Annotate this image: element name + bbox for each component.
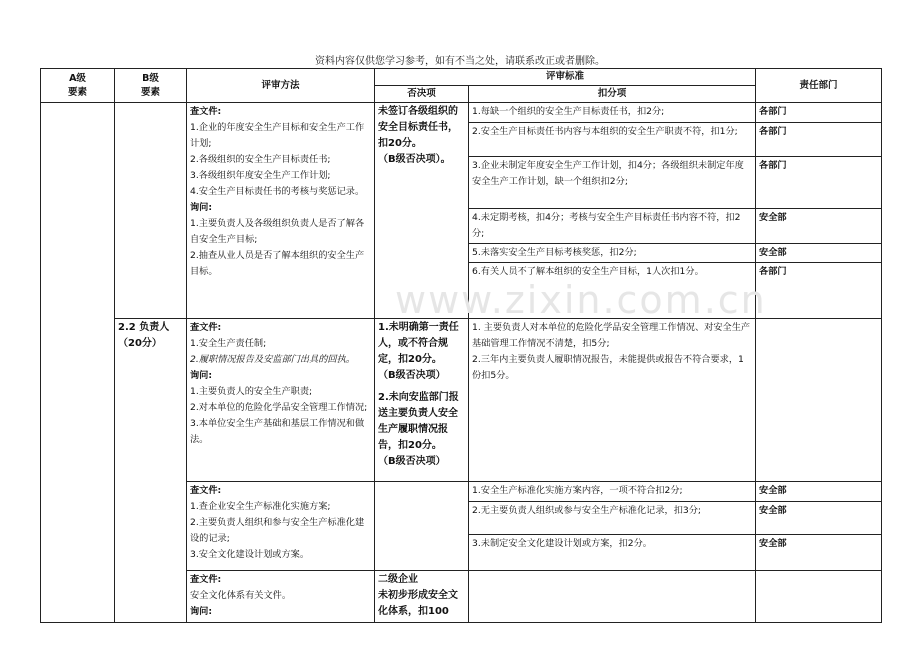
header-method: 评审方法 bbox=[187, 69, 375, 103]
deduct-item: 2.安全生产目标责任书内容与本组织的安全生产职责不符，扣1分; bbox=[469, 123, 756, 157]
deduct-cell-4 bbox=[469, 571, 756, 623]
dept-cell: 各部门 bbox=[756, 103, 882, 123]
header-dept: 责任部门 bbox=[756, 69, 882, 103]
header-deduct: 扣分项 bbox=[469, 86, 756, 103]
header-standard: 评审标准 bbox=[375, 69, 756, 86]
dept-cell: 各部门 bbox=[756, 123, 882, 157]
disclaimer-notice: 资料内容仅供您学习参考，如有不当之处，请联系改正或者删除。 bbox=[315, 56, 605, 67]
deduct-item: 4.未定期考核，扣4分；考核与安全生产目标责任书内容不符，扣2分; bbox=[469, 209, 756, 244]
dept-cell: 安全部 bbox=[756, 209, 882, 244]
method-cell-1: 查文件: 1.企业的年度安全生产目标和安全生产工作计划; 2.各级组织的安全生产目标责任书; 3.各级组织年度安全生产工作计划; 4.安全生产目标责任书的考核与奖惩记录。 询问: 1.主要负责人及各级组织负责人是否了解各自安全生产目标; 2.抽查从业人员是否了解本组织的安全生产目标。 bbox=[187, 103, 375, 319]
method-cell-2: 查文件: 1.安全生产责任制; 2.履职情况报告及安监部门出具的回执。 询问: 1.主要负责人的安全生产职责; 2.对本单位的危险化学品安全管理工作情况; 3.本单位安全生产基础和基层工作情况和做法。 bbox=[187, 319, 375, 482]
header-veto: 否决项 bbox=[375, 86, 469, 103]
deduct-item: 1.安全生产标准化实施方案内容，一项不符合扣2分; bbox=[469, 482, 756, 502]
deduct-item: 5.未落实安全生产目标考核奖惩，扣2分; bbox=[469, 244, 756, 263]
dept-cell: 安全部 bbox=[756, 482, 882, 502]
dept-cell: 各部门 bbox=[756, 157, 882, 209]
watermark: www.zixin.com.cn bbox=[395, 278, 767, 322]
veto-cell-4: 二级企业 未初步形成安全文化体系，扣100 bbox=[375, 571, 469, 623]
a-element-cell bbox=[41, 103, 115, 623]
b-element-cell bbox=[115, 103, 187, 319]
b-element-responsible: 2.2 负责人（20分） bbox=[115, 319, 187, 623]
header-a-level: A级 要素 bbox=[41, 69, 115, 103]
dept-cell bbox=[756, 319, 882, 482]
veto-cell-1: 未签订各级组织的安全目标责任书，扣20分。 （B级否决项）。 bbox=[375, 103, 469, 319]
dept-cell: 安全部 bbox=[756, 502, 882, 535]
dept-cell: 各部门 bbox=[756, 263, 882, 319]
method-cell-3: 查文件: 1.查企业安全生产标准化实施方案; 2.主要负责人组织和参与安全生产标准化建设的记录; 3.安全文化建设计划或方案。 bbox=[187, 482, 375, 571]
deduct-item: 3.未制定安全文化建设计划或方案，扣2分。 bbox=[469, 535, 756, 571]
header-b-level: B级 要素 bbox=[115, 69, 187, 103]
dept-cell bbox=[756, 571, 882, 623]
deduct-item: 3.企业未制定年度安全生产工作计划，扣4分；各级组织未制定年度安全生产工作计划，缺一个组织扣2分; bbox=[469, 157, 756, 209]
veto-cell-2: 1.未明确第一责任人，或不符合规定，扣20分。 （B级否决项） 2.未向安监部门报送主要负责人安全生产履职情况报告，扣20分。 （B级否决项） bbox=[375, 319, 469, 482]
deduct-cell-2: 1. 主要负责人对本单位的危险化学品安全管理工作情况、对安全生产基础管理工作情况不清楚，扣5分; 2.三年内主要负责人履职情况报告，未能提供或报告不符合要求，1份扣5分。 bbox=[469, 319, 756, 482]
dept-cell: 安全部 bbox=[756, 535, 882, 571]
deduct-item: 6.有关人员不了解本组织的安全生产目标，1人次扣1分。 bbox=[469, 263, 756, 319]
dept-cell: 安全部 bbox=[756, 244, 882, 263]
evaluation-table bbox=[40, 68, 882, 623]
deduct-item: 1.每缺一个组织的安全生产目标责任书，扣2分; bbox=[469, 103, 756, 123]
method-cell-4: 查文件: 安全文化体系有关文件。 询问: bbox=[187, 571, 375, 623]
deduct-item: 2.无主要负责人组织或参与安全生产标准化记录，扣3分; bbox=[469, 502, 756, 535]
veto-cell-3 bbox=[375, 482, 469, 571]
